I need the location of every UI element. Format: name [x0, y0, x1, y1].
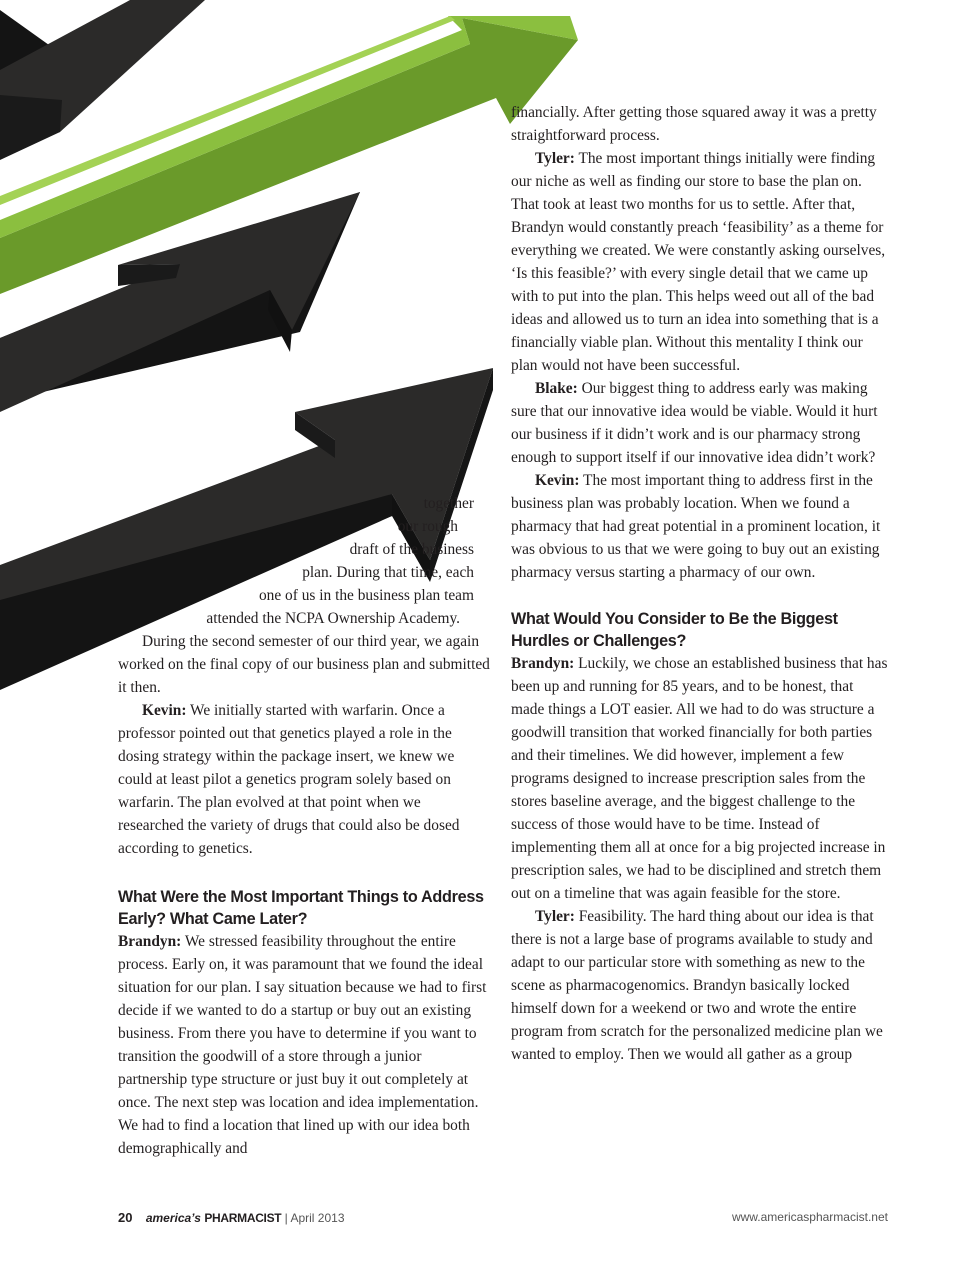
page-footer: [118, 1210, 888, 1230]
paragraph-text: During the second semester of our third year, we again worked on the final copy of our business plan and submitted it then.: [118, 633, 490, 696]
footer-url[interactable]: www.americaspharmacist.net: [731, 1210, 888, 1224]
paragraph-text: We stressed feasibility throughout the entire process. Early on, it was paramount that we found the ideal situation for our plan. I say situation because we had to first decide if we wanted to do a startup or buy out an existing business. From there you have to determine if you want to transition the goodwill of a store through a junior partnership type structure or just buy it out completely at once. The next step was location and idea implementation. We had to find a location that lined up with our idea both demographically and: [118, 933, 487, 1157]
page-number: 20: [118, 1210, 133, 1225]
speaker-label: Blake:: [535, 380, 578, 397]
right-column: [511, 101, 889, 1066]
paragraph-text: The most important things initially were finding our niche as well as finding our store to base the plan on. That took at least two months for us to settle. After that, Brandyn would constantly preach ‘feasibility’ as a theme for everything we created. We were constantly asking ourselves, ‘Is this feasible?’ with every single detail that we came up with to put into the plan. This helps weed out all of the bad ideas and allowed us to turn an idea into something that is a financially viable plan. Without this mentality I think our plan would not have been successful.: [511, 150, 886, 374]
issue-date: April 2013: [290, 1211, 345, 1225]
paragraph: [511, 147, 889, 377]
wrap-line: one of us in the business plan team: [258, 587, 474, 604]
paragraph-text: The most important thing to address first in the business plan was probably location. When we found a pharmacy that had great potential in a prominent location, it was obvious to us that we were going to buy out an existing pharmacy versus starting a pharmacy of our own.: [511, 472, 881, 581]
left-wrap-text: [118, 492, 490, 630]
paragraph: [118, 630, 490, 699]
section-heading: What Were the Most Important Things to Address Early? What Came Later?: [118, 888, 484, 928]
speaker-label: Tyler:: [535, 150, 575, 167]
paragraph: [118, 699, 490, 860]
footer-separator: |: [284, 1211, 288, 1225]
paragraph: [511, 377, 889, 469]
wrap-line: draft of the business: [349, 541, 474, 558]
speaker-label: Tyler:: [535, 908, 575, 925]
paragraph: [511, 469, 889, 584]
wrap-line: attended the NCPA Ownership Academy.: [206, 610, 460, 627]
wrap-line: together: [423, 495, 474, 512]
paragraph: [118, 930, 490, 1160]
section-heading: What Would You Consider to Be the Biggest Hurdles or Challenges?: [511, 610, 838, 650]
paragraph: financially. After getting those squared away it was a pretty straightforward process.: [511, 104, 877, 144]
speaker-label: Brandyn:: [511, 655, 575, 672]
paragraph-text: Luckily, we chose an established business that has been up and running for 85 years, and to be honest, that made things a LOT easier. All we had to do was structure a goodwill transition that worked financially for both parties and their timelines. We did however, implement a few programs designed to increase prescription sales from the stores baseline average, and the biggest challenge to the success of those would have to be time. Instead of implementing them all at once for a big projected increase in prescription sales, we had to be disciplined and stretch them out on a timeline that was again feasible for the store.: [511, 655, 888, 902]
paragraph-text: Our biggest thing to address early was making sure that our innovative idea would be viable. Would it hurt our business if it didn’t work and is our pharmacy strong enough to support itself if our innovative idea didn’t work?: [511, 380, 878, 466]
wrap-line: our rough: [397, 518, 458, 535]
dark-arrow-top: [0, 0, 205, 160]
paragraph-text: We initially started with warfarin. Once a professor pointed out that genetics played a role in the dosing strategy within the package insert, we knew we could at least pilot a genetics program solely based on warfarin. The plan evolved at that point when we researched the variety of drugs that could also be dosed according to genetics.: [118, 702, 460, 857]
speaker-label: Kevin:: [535, 472, 580, 489]
brand-name: PHARMACIST: [204, 1211, 282, 1225]
speaker-label: Kevin:: [142, 702, 187, 719]
paragraph: [511, 652, 889, 905]
paragraph-text: Feasibility. The hard thing about our idea is that there is not a large base of programs available to study and adapt to our particular store with something as new to the scene as pharmacogenomics. Brandyn basically locked himself down for a weekend or two and wrote the entire program from scratch for the personalized medicine plan we wanted to employ. Then we would all gather as a group: [511, 908, 883, 1063]
left-column: [118, 630, 490, 1160]
brand-small: america’s: [145, 1211, 201, 1225]
paragraph: [511, 905, 889, 1066]
speaker-label: Brandyn:: [118, 933, 182, 950]
wrap-line: plan. During that time, each: [302, 564, 474, 581]
